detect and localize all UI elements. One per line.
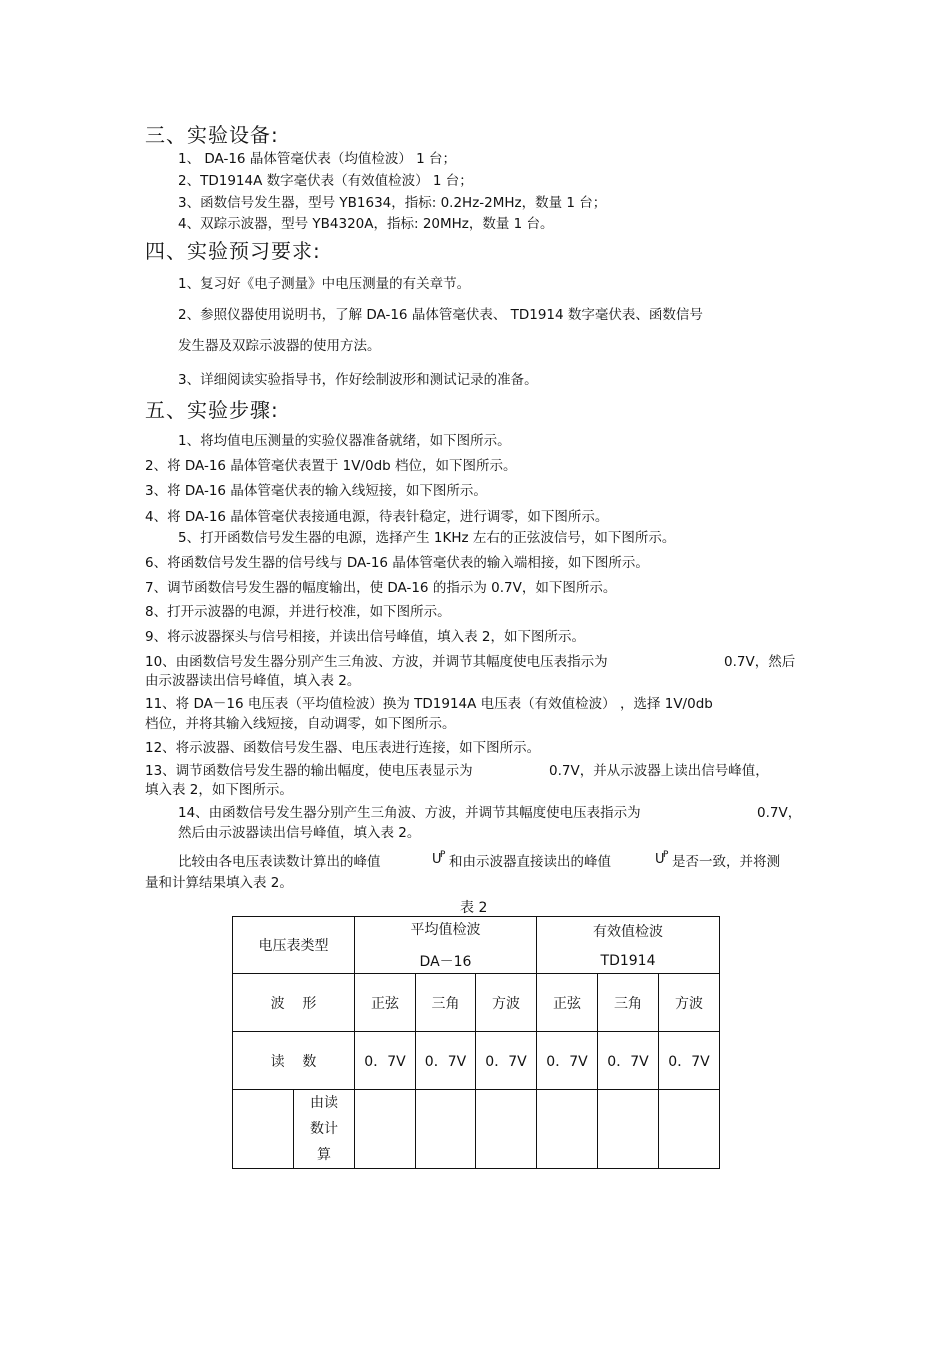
wave-cell: 方波	[476, 974, 537, 1032]
wave-cell: 三角	[598, 974, 659, 1032]
reading-cell: 0．7V	[355, 1032, 416, 1090]
step-7: 7、调节函数信号发生器的幅度输出，使 DA-16 的指示为 0.7V，如下图所示。	[145, 580, 617, 596]
prep-item-2-cont: 发生器及双踪示波器的使用方法。	[178, 338, 381, 354]
calc-cell	[355, 1090, 416, 1169]
group-rms-header: 有效值检波 TD1914	[537, 917, 720, 974]
group-average-header: 平均值检波 DA－16	[355, 917, 537, 974]
step-6: 6、将函数信号发生器的信号线与 DA-16 晶体管毫伏表的输入端相接，如下图所示。	[145, 555, 649, 571]
wave-cell: 三角	[416, 974, 476, 1032]
peak-symbol-p-2: P	[663, 850, 669, 860]
results-table	[232, 916, 720, 1169]
section-4-heading: 四、实验预习要求:	[145, 239, 321, 263]
empty-cell	[233, 1090, 294, 1169]
compare-text-a: 比较由各电压表读数计算出的峰值	[178, 854, 381, 870]
step-4: 4、将 DA-16 晶体管毫伏表接通电源，待表针稳定，进行调零，如下图所示。	[145, 509, 609, 525]
peak-symbol-p-1: P	[440, 850, 446, 860]
prep-item-2: 2、参照仪器使用说明书，了解 DA-16 晶体管毫伏表、 TD1914 数字毫伏表、函数信号	[178, 307, 703, 323]
calc-label: 由读数计算	[294, 1090, 355, 1169]
reading-row	[233, 1032, 720, 1090]
calc-cell	[659, 1090, 720, 1169]
equipment-item-2: 2、TD1914A 数字毫伏表（有效值检波） 1 台；	[178, 173, 473, 189]
compare-text-c: 是否一致，并将测	[672, 854, 780, 870]
reading-cell: 0．7V	[598, 1032, 659, 1090]
equipment-item-3: 3、函数信号发生器，型号 YB1634，指标: 0.2Hz-2MHz，数量 1 台；	[178, 195, 607, 211]
wave-cell: 方波	[659, 974, 720, 1032]
wave-cell: 正弦	[355, 974, 416, 1032]
meter-type-header: 电压表类型	[233, 917, 355, 974]
step-1: 1、将均值电压测量的实验仪器准备就绪，如下图所示。	[178, 433, 511, 449]
prep-item-3: 3、详细阅读实验指导书，作好绘制波形和测试记录的准备。	[178, 372, 538, 388]
step-3: 3、将 DA-16 晶体管毫伏表的输入线短接，如下图所示。	[145, 483, 487, 499]
calc-cell	[537, 1090, 598, 1169]
step-10-value: 0.7V，然后	[724, 654, 796, 670]
calc-cell	[476, 1090, 537, 1169]
step-14: 14、由函数信号发生器分别产生三角波、方波，并调节其幅度使电压表指示为	[178, 805, 641, 821]
waveform-row	[233, 974, 720, 1032]
step-13-value: 0.7V，并从示波器上读出信号峰值，	[549, 763, 769, 779]
step-13-cont: 填入表 2，如下图所示。	[145, 782, 293, 798]
prep-item-1: 1、复习好《电子测量》中电压测量的有关章节。	[178, 276, 471, 292]
step-13: 13、调节函数信号发生器的输出幅度，使电压表显示为	[145, 763, 473, 779]
reading-cell: 0．7V	[416, 1032, 476, 1090]
equipment-item-1: 1、 DA-16 晶体管毫伏表（均值检波） 1 台；	[178, 151, 456, 167]
calc-row	[233, 1090, 720, 1169]
peak-symbol-u-2: U	[655, 852, 665, 867]
reading-cell: 0．7V	[537, 1032, 598, 1090]
step-14-value: 0.7V，	[757, 805, 802, 821]
step-10-cont: 由示波器读出信号峰值，填入表 2。	[145, 673, 361, 689]
step-10: 10、由函数信号发生器分别产生三角波、方波，并调节其幅度使电压表指示为	[145, 654, 608, 670]
reading-cell: 0．7V	[659, 1032, 720, 1090]
step-9: 9、将示波器探头与信号相接，并读出信号峰值，填入表 2，如下图所示。	[145, 629, 585, 645]
waveform-label: 波 形	[233, 974, 355, 1032]
compare-text-d: 量和计算结果填入表 2。	[145, 875, 293, 891]
section-5-heading: 五、实验步骤:	[145, 398, 279, 422]
step-12: 12、将示波器、函数信号发生器、电压表进行连接，如下图所示。	[145, 740, 541, 756]
compare-text-b: 和由示波器直接读出的峰值	[449, 854, 611, 870]
step-14-cont: 然后由示波器读出信号峰值，填入表 2。	[178, 825, 421, 841]
reading-cell: 0．7V	[476, 1032, 537, 1090]
step-11: 11、将 DA－16 电压表（平均值检波）换为 TD1914A 电压表（有效值检波） ，选择 1V/0db	[145, 696, 713, 712]
peak-symbol-u-1: U	[432, 852, 442, 867]
calc-cell	[598, 1090, 659, 1169]
header-row	[233, 917, 720, 974]
step-11-cont: 档位，并将其输入线短接，自动调零，如下图所示。	[145, 716, 456, 732]
section-3-heading: 三、实验设备:	[145, 123, 279, 147]
reading-label: 读 数	[233, 1032, 355, 1090]
step-8: 8、打开示波器的电源，并进行校准，如下图所示。	[145, 604, 451, 620]
table-caption: 表 2	[460, 900, 488, 916]
wave-cell: 正弦	[537, 974, 598, 1032]
step-2: 2、将 DA-16 晶体管毫伏表置于 1V/0db 档位，如下图所示。	[145, 458, 517, 474]
calc-cell	[416, 1090, 476, 1169]
equipment-item-4: 4、双踪示波器，型号 YB4320A，指标: 20MHz，数量 1 台。	[178, 216, 554, 232]
step-5: 5、打开函数信号发生器的电源，选择产生 1KHz 左右的正弦波信号，如下图所示。	[178, 530, 676, 546]
